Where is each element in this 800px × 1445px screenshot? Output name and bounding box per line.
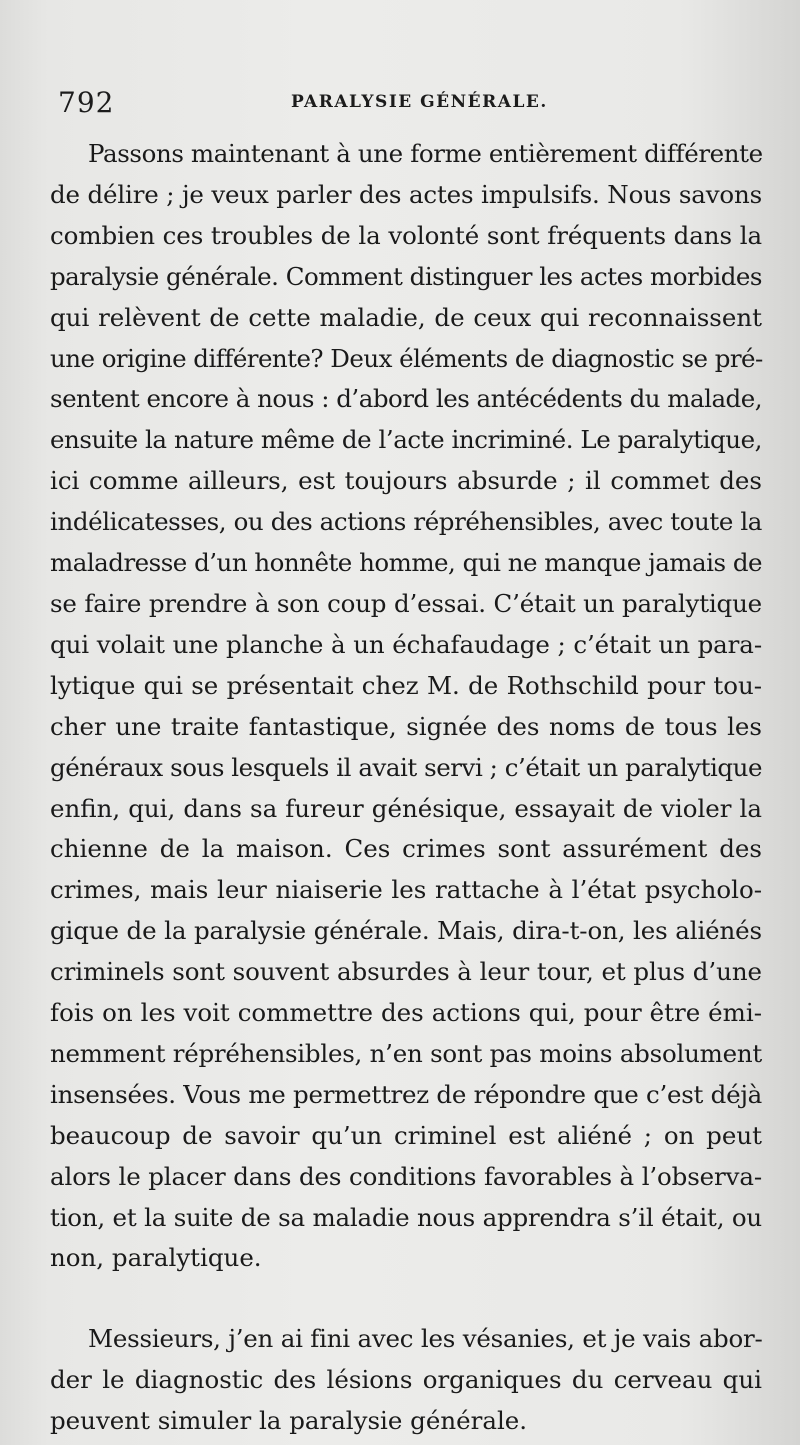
text-line: enfin, qui, dans sa fureur génésique, essayait de violer la [50,793,762,823]
text-line: sentent encore à nous : d’abord les antécédents du malade, [50,384,762,414]
text-line: généraux sous lesquels il avait servi ; c’était un paralytique [50,752,762,782]
text-line: beaucoup de savoir qu’un criminel est aliéné ; on peut [50,1120,762,1150]
text-line: peuvent simuler la paralysie générale. [50,1406,528,1436]
text-line: cher une traite fantastique, signée des noms de tous les [50,711,762,741]
text-line: une origine différente? Deux éléments de diagnostic se pré- [50,343,763,373]
text-line: ici comme ailleurs, est toujours absurde ; il commet des [50,466,762,496]
text-line: combien ces troubles de la volonté sont fréquents dans la [50,220,762,250]
text-line: qui volait une planche à un échafaudage ; c’était un para- [50,629,762,659]
text-line: qui relèvent de cette maladie, de ceux qui reconnaissent [50,302,762,332]
text-line: criminels sont souvent absurdes à leur tour, et plus d’une [50,957,762,987]
paragraph-gap [50,1279,762,1319]
text-line: chienne de la maison. Ces crimes sont assurément des [50,834,762,864]
text-line: indélicatesses, ou des actions répréhensibles, avec toute la [50,507,762,537]
text-line: se faire prendre à son coup d’essai. C’était un paralytique [50,588,762,618]
paragraph-1 [50,134,762,1279]
paragraph-2 [50,1319,762,1442]
text-line: alors le placer dans des conditions favorables à l’observa- [50,1161,762,1191]
text-line: der le diagnostic des lésions organiques du cerveau qui [50,1365,762,1395]
page-number: 792 [58,86,115,119]
running-title: PARALYSIE GÉNÉRALE. [291,92,548,112]
text-line: lytique qui se présentait chez M. de Rothschild pour tou- [50,670,762,700]
text-line: insensées. Vous me permettrez de répondre que c’est déjà [50,1079,762,1109]
text-line: nemment répréhensibles, n’en sont pas moins absolument [50,1038,762,1068]
body-text [50,134,762,1442]
text-line: Messieurs, j’en ai fini avec les vésanies, et je vais abor- [88,1324,763,1354]
text-line: tion, et la suite de sa maladie nous apprendra s’il était, ou [50,1202,762,1232]
text-line: Passons maintenant à une forme entièrement différente [88,139,763,168]
text-line: gique de la paralysie générale. Mais, dira-t-on, les aliénés [50,916,763,946]
text-line: non, paralytique. [50,1243,262,1273]
text-line: ensuite la nature même de l’acte incriminé. Le paralytique, [50,425,762,455]
text-line: maladresse d’un honnête homme, qui ne manque jamais de [50,548,762,578]
page-header [58,86,758,126]
text-line: paralysie générale. Comment distinguer les actes morbides [50,261,762,291]
text-line: crimes, mais leur niaiserie les rattache à l’état psycholo- [50,875,762,905]
text-line: fois on les voit commettre des actions qui, pour être émi- [50,998,762,1028]
text-line: de délire ; je veux parler des actes impulsifs. Nous savons [50,179,762,209]
